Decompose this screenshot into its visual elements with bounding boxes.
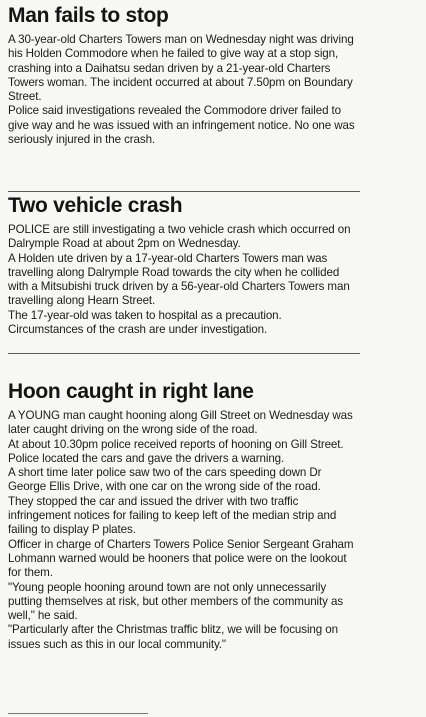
paragraph: "Young people hooning around town are not only unnecessarily putting themselves at risk, but other members of the community as well," he said. — [8, 580, 344, 623]
paragraph: "Particularly after the Christmas traffic blitz, we will be focusing on issues such as this in our local community." — [8, 623, 338, 651]
headline: Two vehicle crash — [8, 194, 183, 217]
paragraph: Officer in charge of Charters Towers Police Senior Sergeant Graham Lohmann warned would be hooners that police were on the lookout for them. — [8, 537, 354, 580]
headline: Hoon caught in right lane — [8, 380, 254, 403]
section-divider — [8, 353, 360, 354]
paragraph: A short time later police saw two of the cars speeding down Dr George Ellis Drive, with one car on the wrong side of the road. — [8, 466, 322, 494]
headline: Man fails to stop — [8, 4, 169, 27]
section-divider — [8, 191, 360, 192]
bottom-divider — [8, 713, 148, 714]
paragraph: A YOUNG man caught hooning along Gill Street on Wednesday was later caught driving on the wrong side of the road. — [8, 409, 353, 437]
paragraph: The 17-year-old was taken to hospital as a precaution. Circumstances of the crash are under investigation. — [8, 308, 282, 337]
article-hoon-caught-in-right-lane — [8, 380, 360, 652]
paragraph: A Holden ute driven by a 17-year-old Charters Towers man was travelling along Dalrymple Road towards the city when he collided with a Mitsubishi truck driven by a 56-year-old Charters Towers man travelling along Hearn Street. — [8, 251, 350, 308]
paragraph: Police located the cars and gave the drivers a warning. — [8, 451, 285, 465]
article-two-vehicle-crash — [8, 194, 360, 337]
paragraph: They stopped the car and issued the driver with two traffic infringement notices for failing to keep left of the median strip and failing to display P plates. — [8, 494, 337, 537]
paragraph: A 30-year-old Charters Towers man on Wednesday night was driving his Holden Commodore when he failed to give way at a stop sign, crashing into a Daihatsu sedan driven by a 21-year-old Charters Towers woman. The incident occurred at about 7.50pm on Boundary Street. — [8, 33, 354, 104]
paragraph: POLICE are still investigating a two vehicle crash which occurred on Dalrymple Road at about 2pm on Wednesday. — [8, 223, 351, 251]
paragraph: Police said investigations revealed the Commodore driver failed to give way and he was issued with an infringement notice. No one was seriously injured in the crash. — [8, 104, 355, 147]
paragraph: At about 10.30pm police received reports of hooning on Gill Street. — [8, 437, 344, 451]
article-man-fails-to-stop — [8, 4, 360, 147]
